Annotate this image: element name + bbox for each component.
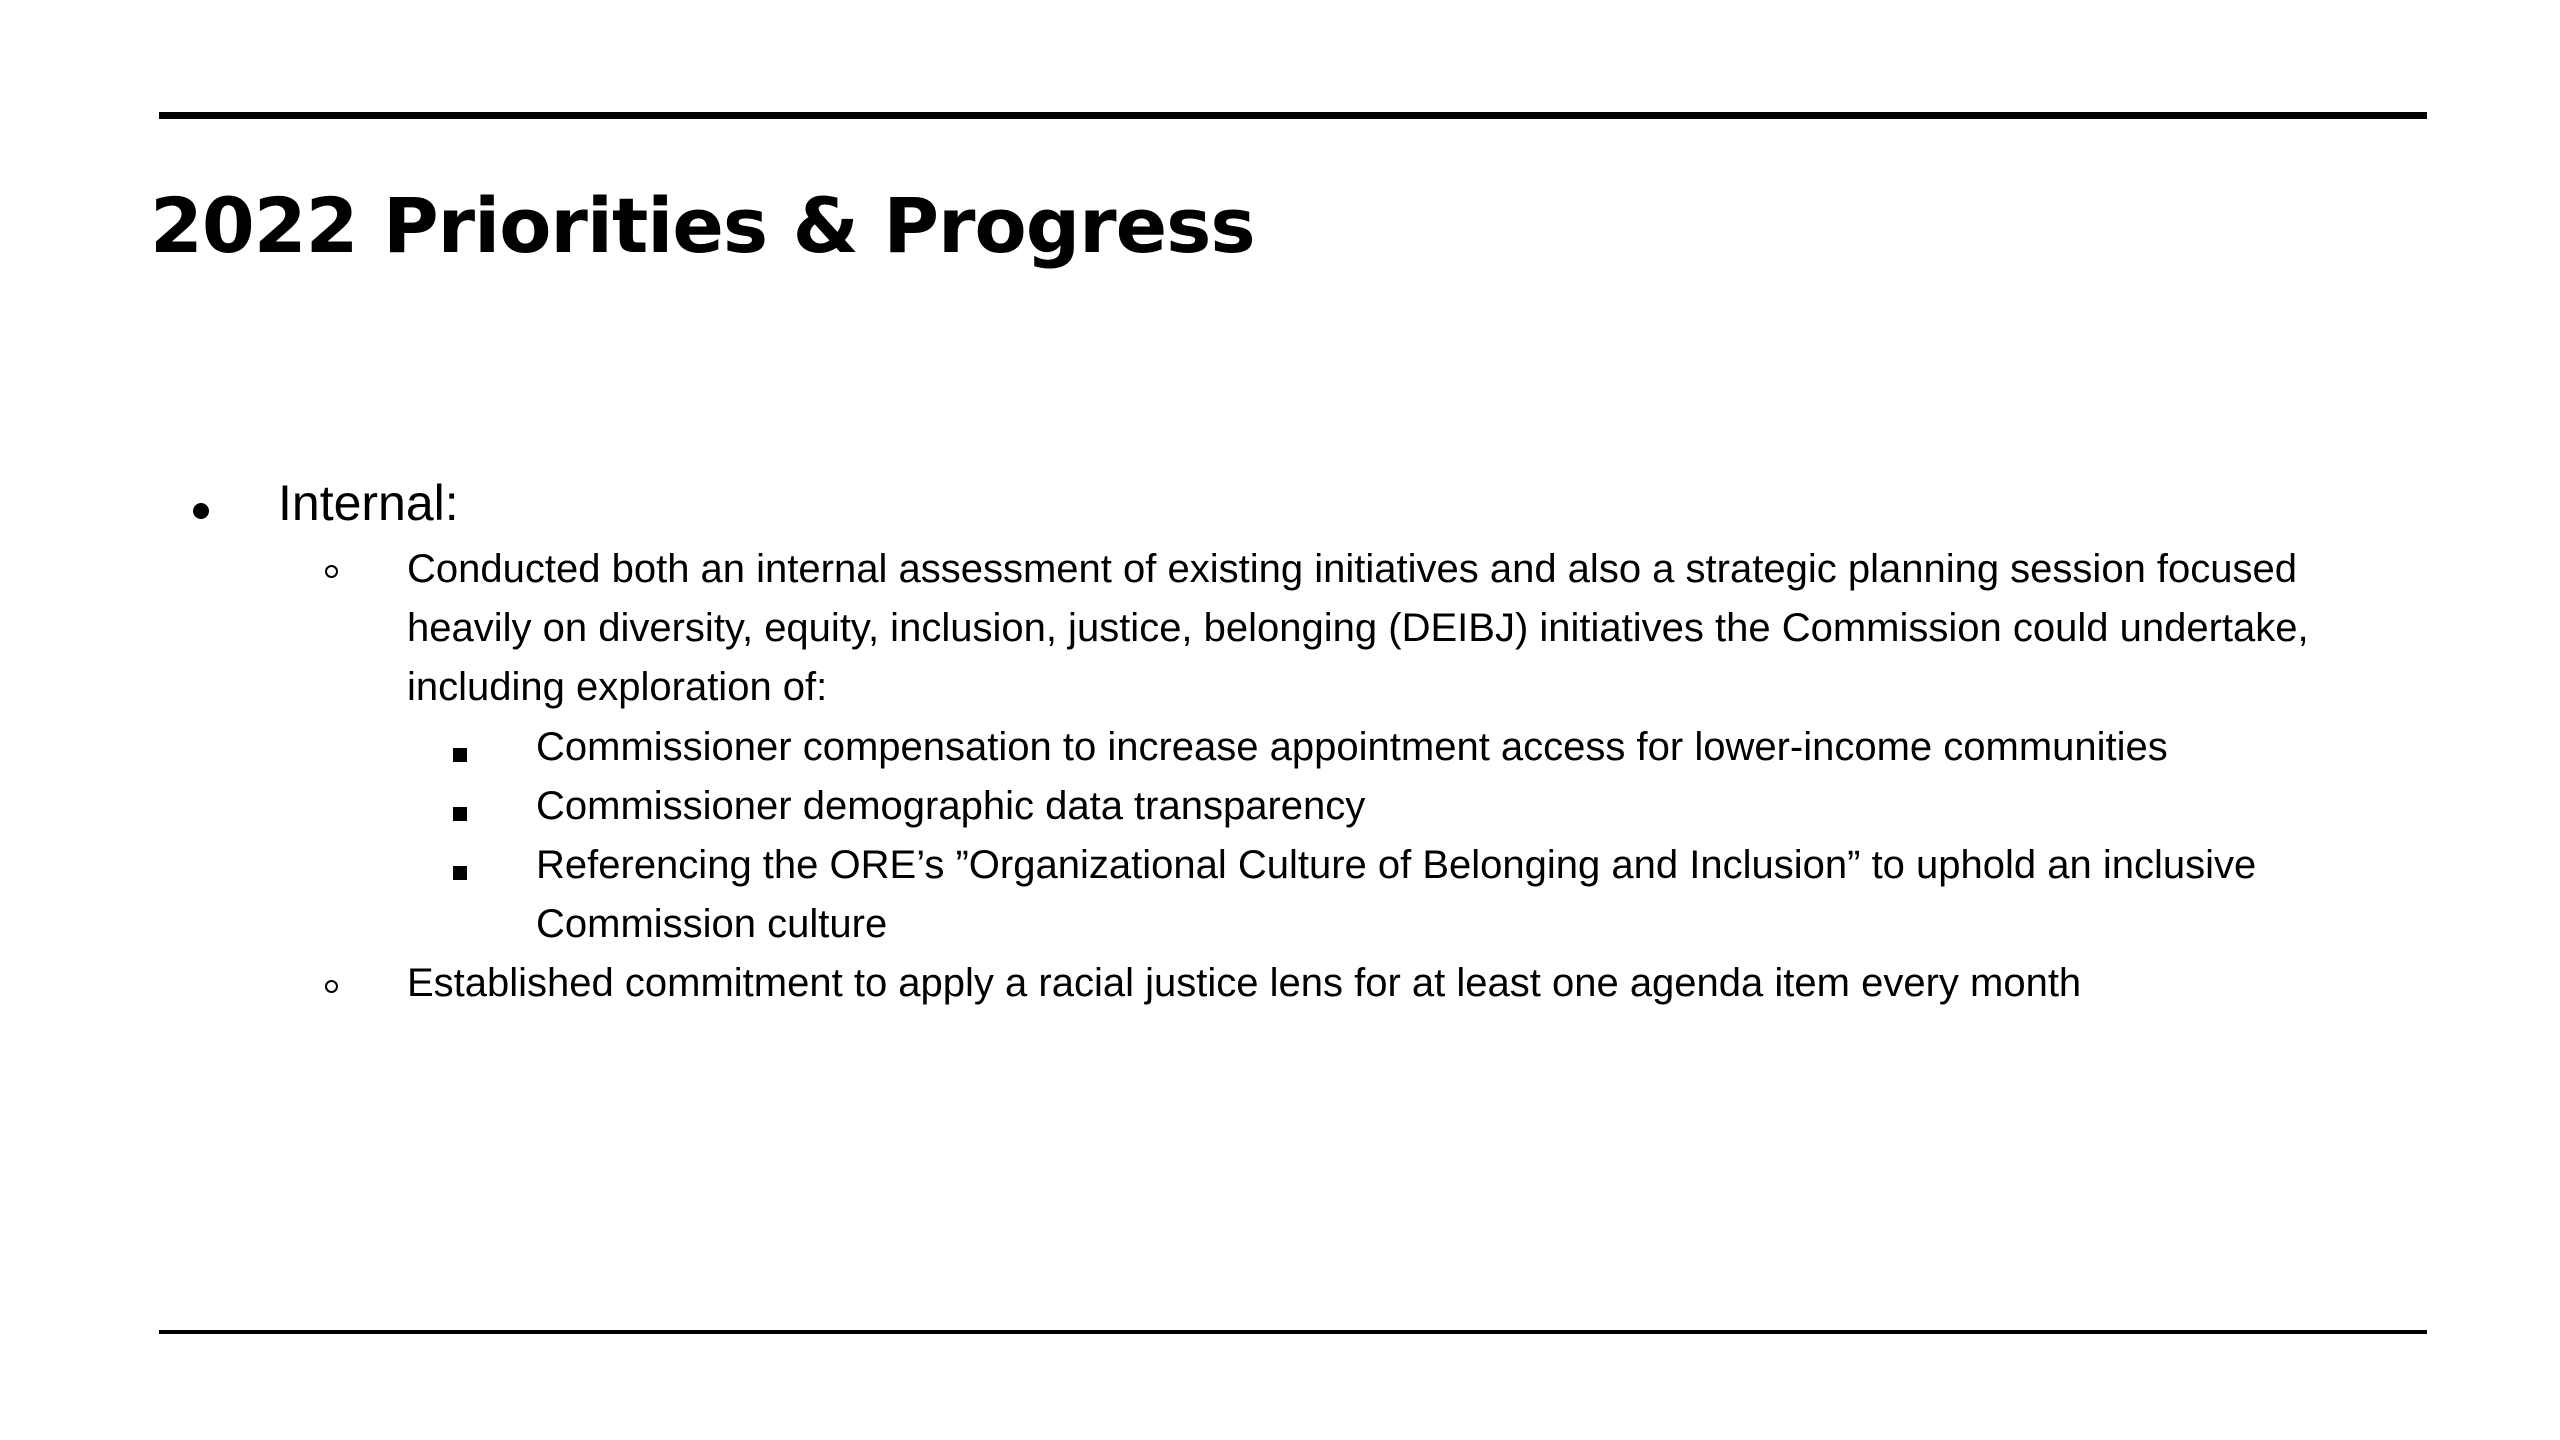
bullet-square-icon (453, 748, 467, 762)
slide-title: 2022 Priorities & Progress (150, 181, 1255, 270)
bullet-square-icon (453, 807, 467, 821)
bullet-circle-icon (325, 565, 338, 578)
bullet-circle-icon (325, 980, 338, 993)
bullet-square-icon (453, 866, 467, 880)
list-item-ore-culture: Referencing the ORE’s ”Organizational Culture of Belonging and Inclusion” to uphold an inclusive Commission culture (536, 843, 2257, 946)
bottom-divider (159, 1330, 2427, 1334)
list-item-racial-justice: Established commitment to apply a racial justice lens for at least one agenda item every month (407, 961, 2082, 1005)
top-divider (159, 112, 2427, 119)
list-item-internal: Internal: (278, 475, 459, 531)
list-item-assessment: Conducted both an internal assessment of existing initiatives and also a strategic planning session focused heavily on diversity, equity, inclusion, justice, belonging (DEIBJ) initiatives the Commission could undertake, including exploration of: (407, 547, 2309, 709)
list-item-demographic: Commissioner demographic data transparency (536, 784, 1366, 828)
list-item-compensation: Commissioner compensation to increase appointment access for lower-income communities (536, 725, 2168, 769)
bullet-disc-icon (193, 503, 209, 519)
